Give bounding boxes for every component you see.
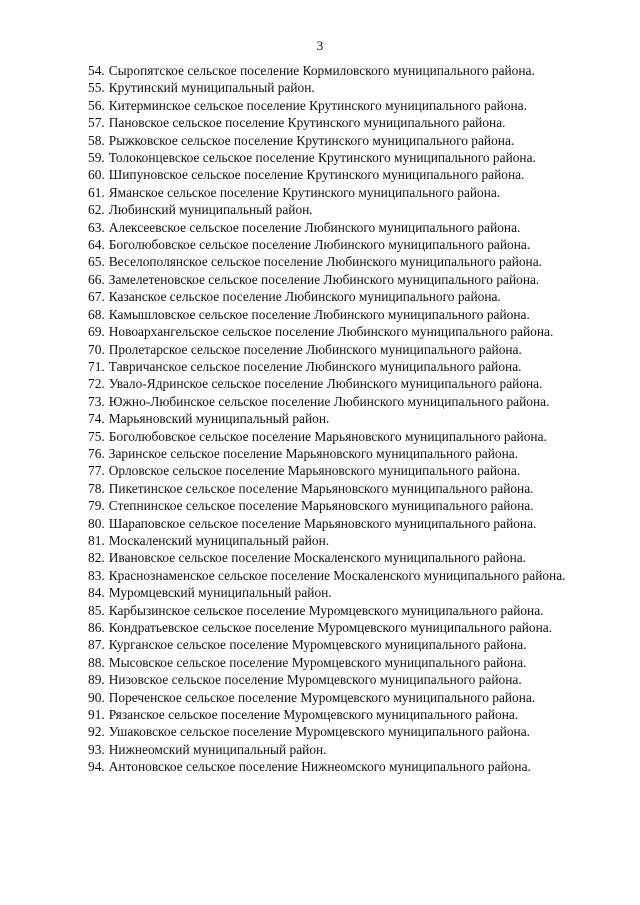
item-number: 55. (88, 80, 105, 96)
list-item (52, 671, 602, 688)
list-item (52, 497, 602, 514)
list-item (52, 341, 602, 358)
list-item (52, 79, 602, 96)
list-item (52, 166, 602, 183)
list-item (52, 375, 602, 392)
item-number: 72. (88, 376, 105, 392)
list-item (52, 358, 602, 375)
item-text: Рязанское сельское поселение Муромцевского муниципального района. (108, 707, 519, 723)
item-number: 84. (88, 585, 105, 601)
item-number: 58. (88, 132, 105, 148)
list-item (52, 567, 602, 584)
item-text: Камышловское сельское поселение Любинского муниципального района. (108, 306, 530, 322)
item-number: 60. (88, 167, 105, 183)
item-number: 67. (88, 289, 105, 305)
item-text: Низовское сельское поселение Муромцевского муниципального района. (108, 672, 522, 688)
item-number: 74. (88, 411, 105, 427)
item-text: Муромцевский муниципальный район. (108, 585, 332, 601)
list-item (52, 741, 602, 758)
item-text: Пановское сельское поселение Крутинского муниципального района. (108, 115, 506, 131)
list-item (52, 393, 602, 410)
item-text: Карбызинское сельское поселение Муромцевского муниципального района. (108, 602, 544, 618)
item-text: Крутинский муниципальный район. (108, 80, 315, 96)
item-text: Степнинское сельское поселение Марьяновского муниципального района. (108, 498, 534, 514)
item-number: 71. (88, 358, 105, 374)
item-number: 76. (88, 445, 105, 461)
list-item (52, 323, 602, 340)
item-text: Кондратьевское сельское поселение Муромцевского муниципального района. (108, 620, 553, 635)
item-text: Тавричанское сельское поселение Любинского муниципального района. (108, 358, 522, 374)
item-text: Краснознаменское сельское поселение Москаленского муниципального района. (108, 567, 566, 583)
item-text: Нижнеомский муниципальный район. (108, 741, 327, 757)
item-number: 91. (88, 707, 105, 723)
list-item (52, 184, 602, 201)
item-text: Мысовское сельское поселение Муромцевского муниципального района. (108, 654, 527, 670)
list-item (52, 149, 602, 166)
list-item (52, 515, 602, 532)
list-item (52, 723, 602, 740)
item-number: 93. (88, 741, 105, 757)
item-text: Казанское сельское поселение Любинского муниципального района. (108, 289, 501, 305)
list-item (52, 253, 602, 270)
item-text: Пореченское сельское поселение Муромцевского муниципального района. (108, 689, 536, 705)
list-item (52, 480, 602, 497)
item-number: 85. (88, 602, 105, 618)
list-item (52, 219, 602, 236)
item-number: 75. (88, 428, 105, 444)
list-item (52, 619, 602, 636)
item-number: 66. (88, 271, 105, 287)
item-text: Алексеевское сельское поселение Любинского муниципального района. (108, 219, 521, 235)
item-number: 90. (88, 689, 105, 705)
item-text: Антоновское сельское поселение Нижнеомского муниципального района. (108, 759, 531, 775)
list-item (52, 62, 602, 79)
list-item (52, 445, 602, 462)
item-number: 80. (88, 515, 105, 531)
item-text: Москаленский муниципальный район. (108, 532, 330, 548)
item-text: Толоконцевское сельское поселение Крутинского муниципального района. (108, 150, 536, 166)
list-item (52, 549, 602, 566)
item-text: Замелетеновское сельское поселение Любинского муниципального района. (108, 271, 540, 287)
list-item (52, 97, 602, 114)
list-item (52, 114, 602, 131)
item-text: Пикетинское сельское поселение Марьяновского муниципального района. (108, 480, 534, 496)
item-number: 68. (88, 306, 105, 322)
item-number: 73. (88, 393, 105, 409)
list-item (52, 271, 602, 288)
item-text: Яманское сельское поселение Крутинского муниципального района. (108, 184, 501, 200)
item-number: 63. (88, 219, 105, 235)
item-text: Новоархангельское сельское поселение Любинского муниципального района. (108, 324, 554, 340)
list-item (52, 636, 602, 653)
page-number: 3 (316, 38, 324, 53)
item-number: 86. (88, 620, 105, 635)
list-item (52, 201, 602, 218)
list-item (52, 758, 602, 775)
item-number: 88. (88, 654, 105, 670)
item-text: Пролетарское сельское поселение Любинского муниципального района. (108, 341, 522, 357)
item-number: 56. (88, 97, 105, 113)
list-item (52, 706, 602, 723)
item-number: 64. (88, 237, 105, 253)
list-item (52, 654, 602, 671)
item-text: Южно-Любинское сельское поселение Любинского муниципального района. (108, 393, 550, 409)
item-number: 78. (88, 480, 105, 496)
item-number: 77. (88, 463, 105, 479)
item-text: Веселополянское сельское поселение Любинского муниципального района. (108, 254, 543, 270)
item-text: Заринское сельское поселение Марьяновского муниципального района. (108, 445, 519, 461)
item-number: 61. (88, 184, 105, 200)
item-number: 57. (88, 115, 105, 131)
item-text: Рыжковское сельское поселение Крутинского муниципального района. (108, 132, 515, 148)
item-number: 62. (88, 202, 105, 218)
list-item (52, 689, 602, 706)
item-text: Марьяновский муниципальный район. (108, 411, 330, 427)
item-number: 83. (88, 567, 105, 583)
list-item (52, 288, 602, 305)
item-number: 94. (88, 759, 105, 775)
item-text: Шараповское сельское поселение Марьяновского муниципального района. (108, 515, 537, 531)
list-item (52, 462, 602, 479)
item-text: Шипуновское сельское поселение Крутинского муниципального района. (108, 167, 525, 183)
item-number: 92. (88, 724, 105, 740)
list-item (52, 306, 602, 323)
item-text: Орловское сельское поселение Марьяновского муниципального района. (108, 463, 521, 479)
item-number: 59. (88, 150, 105, 166)
item-text: Боголюбовское сельское поселение Любинского муниципального района. (108, 237, 531, 253)
list-item (52, 428, 602, 445)
item-text: Курганское сельское поселение Муромцевского муниципального района. (108, 637, 527, 653)
item-number: 82. (88, 550, 105, 566)
item-text: Ивановское сельское поселение Москаленского муниципального района. (108, 550, 527, 566)
item-text: Любинский муниципальный район. (108, 202, 313, 218)
item-number: 87. (88, 637, 105, 653)
item-number: 81. (88, 532, 105, 548)
item-text: Китерминское сельское поселение Крутинского муниципального района. (108, 97, 527, 113)
settlement-list (52, 62, 602, 776)
list-item (52, 132, 602, 149)
list-item (52, 584, 602, 601)
list-item (52, 236, 602, 253)
list-item (52, 410, 602, 427)
item-number: 69. (88, 324, 105, 340)
list-item (52, 532, 602, 549)
item-text: Ушаковское сельское поселение Муромцевского муниципального района. (108, 724, 531, 740)
item-text: Боголюбовское сельское поселение Марьяновского муниципального района. (108, 428, 547, 444)
item-text: Сыропятское сельское поселение Кормиловского муниципального района. (108, 63, 535, 78)
item-number: 89. (88, 672, 105, 688)
item-number: 65. (88, 254, 105, 270)
item-number: 54. (88, 63, 105, 78)
list-item (52, 602, 602, 619)
item-text: Увало-Ядринское сельское поселение Любинского муниципального района. (108, 376, 543, 392)
item-number: 70. (88, 341, 105, 357)
item-number: 79. (88, 498, 105, 514)
